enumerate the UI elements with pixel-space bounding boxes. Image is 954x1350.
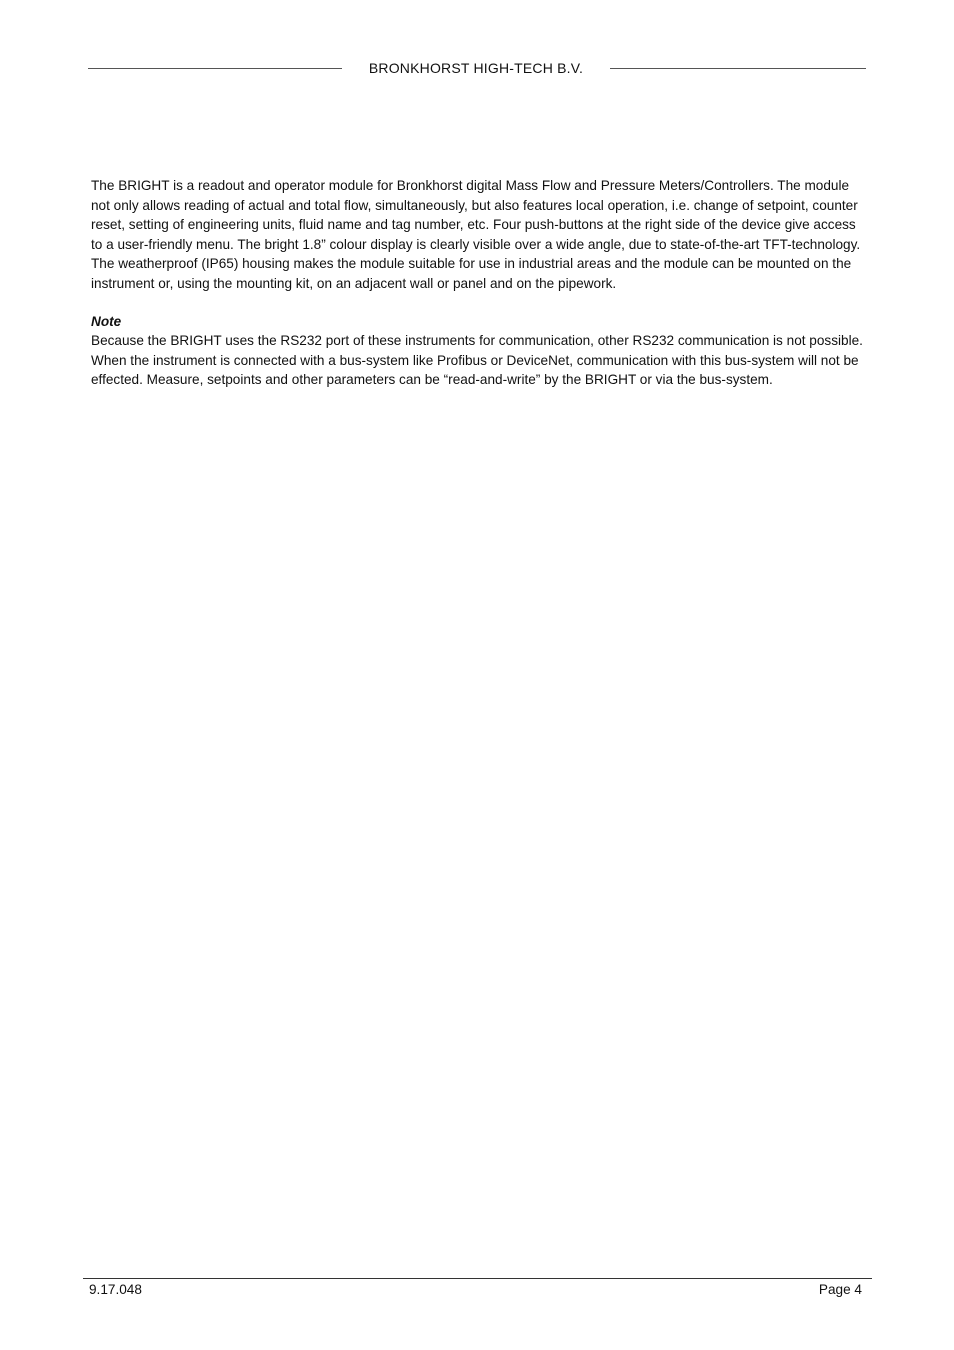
note-paragraph: Because the BRIGHT uses the RS232 port of these instruments for communication, other RS232 communication is not possible. When the instrument is connected with a bus-system like Profibus or DeviceNet, communication with this bus-system will not be effected. Measure, setpoints and other parameters can be “read-and-write” by the BRIGHT or via the bus-system. — [91, 333, 863, 388]
page-footer — [83, 1278, 872, 1309]
page-header — [88, 58, 866, 80]
intro-paragraph: The BRIGHT is a readout and operator module for Bronkhorst digital Mass Flow and Pressure Meters/Controllers. The module not only allows reading of actual and total flow, simultaneously, but also features local operation, i.e. change of setpoint, counter reset, setting of engineering units, fluid name and tag number, etc. Four push-buttons at the right side of the device give access to a user-friendly menu. The bright 1.8” colour display is clearly visible over a wide angle, due to state-of-the-art TFT-technology. The weatherproof (IP65) housing makes the module suitable for use in industrial areas and the module can be mounted on the instrument or, using the mounting kit, on an adjacent wall or panel and on the pipework. — [91, 178, 861, 291]
page-number: Page 4 — [818, 1282, 862, 1297]
page-body — [91, 176, 869, 390]
header-rule-right — [610, 68, 866, 69]
note-heading: Note — [91, 313, 122, 329]
header-rule-left — [88, 68, 342, 69]
document-number: 9.17.048 — [89, 1282, 142, 1297]
header-title: BRONKHORST HIGH-TECH B.V. — [368, 60, 584, 76]
